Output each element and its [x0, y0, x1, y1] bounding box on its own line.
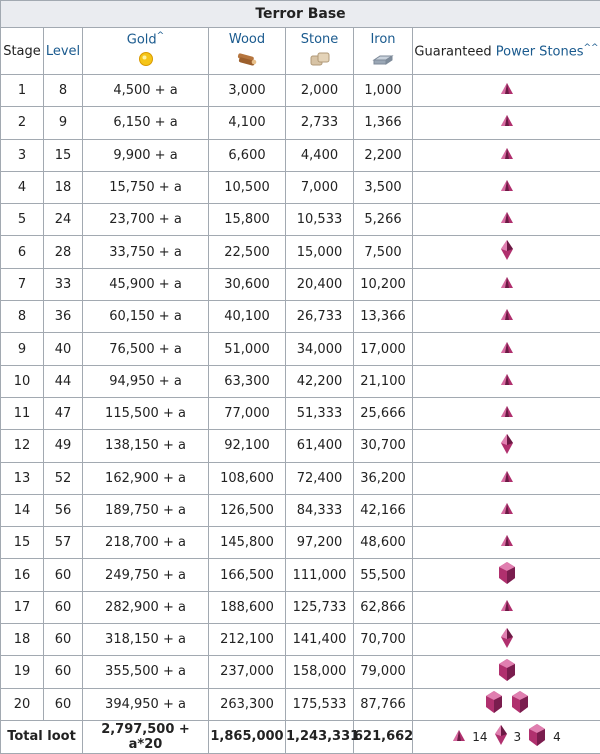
cell-stone: 26,733 [286, 301, 354, 333]
cell-wood: 63,300 [209, 365, 286, 397]
large-power-stone-icon [484, 690, 504, 718]
cell-wood: 6,600 [209, 139, 286, 171]
header-wood [209, 28, 286, 75]
total-wood: 1,865,000 [209, 720, 286, 753]
cell-power-stones [413, 333, 600, 365]
table-row [1, 397, 600, 429]
cell-level: 33 [44, 268, 83, 300]
cell-wood: 10,500 [209, 171, 286, 203]
cell-iron: 87,766 [354, 688, 413, 720]
table-row [1, 656, 600, 688]
cell-wood: 40,100 [209, 301, 286, 333]
cell-power-stones [413, 268, 600, 300]
header-stones-prefix: Guaranteed [414, 44, 491, 59]
cell-wood: 51,000 [209, 333, 286, 365]
cell-gold: 162,900 + a [83, 462, 209, 494]
small-power-stone-icon [500, 147, 514, 164]
cell-iron: 17,000 [354, 333, 413, 365]
header-level-link[interactable]: Level [44, 28, 83, 75]
cell-gold: 318,150 + a [83, 624, 209, 656]
medium-power-stone-icon [500, 627, 514, 653]
header-power-stones-link[interactable]: Power Stones [496, 44, 584, 59]
cell-level: 15 [44, 139, 83, 171]
gold-footnote-marker[interactable]: ^ [157, 31, 165, 41]
stone-blocks-icon [309, 51, 331, 71]
large-power-stone-icon [510, 690, 530, 718]
cell-level: 47 [44, 397, 83, 429]
cell-power-stones [413, 75, 600, 107]
header-stone [286, 28, 354, 75]
cell-stone: 61,400 [286, 430, 354, 462]
cell-level: 28 [44, 236, 83, 268]
cell-level: 60 [44, 591, 83, 623]
cell-stone: 158,000 [286, 656, 354, 688]
cell-iron: 36,200 [354, 462, 413, 494]
cell-gold: 23,700 + a [83, 204, 209, 236]
small-power-stone-icon [500, 534, 514, 551]
cell-power-stones [413, 527, 600, 559]
cell-stone: 125,733 [286, 591, 354, 623]
cell-iron: 62,866 [354, 591, 413, 623]
small-power-stone-icon [500, 276, 514, 293]
cell-power-stones [413, 204, 600, 236]
cell-power-stones [413, 494, 600, 526]
total-medium-stones-count: 3 [514, 730, 522, 744]
cell-wood: 108,600 [209, 462, 286, 494]
cell-iron: 42,166 [354, 494, 413, 526]
table-row [1, 624, 600, 656]
cell-power-stones [413, 656, 600, 688]
cell-gold: 189,750 + a [83, 494, 209, 526]
table-row [1, 591, 600, 623]
table-row [1, 559, 600, 591]
cell-level: 44 [44, 365, 83, 397]
cell-iron: 5,266 [354, 204, 413, 236]
cell-stone: 10,533 [286, 204, 354, 236]
header-stone-link[interactable]: Stone [301, 32, 339, 47]
cell-stone: 2,000 [286, 75, 354, 107]
cell-power-stones [413, 397, 600, 429]
cell-power-stones [413, 365, 600, 397]
cell-stage: 3 [1, 139, 44, 171]
cell-wood: 166,500 [209, 559, 286, 591]
table-body [1, 75, 600, 721]
cell-iron: 13,366 [354, 301, 413, 333]
cell-gold: 6,150 + a [83, 107, 209, 139]
cell-iron: 10,200 [354, 268, 413, 300]
large-power-stone-icon [497, 658, 517, 686]
cell-iron: 79,000 [354, 656, 413, 688]
cell-stone: 42,200 [286, 365, 354, 397]
cell-stone: 2,733 [286, 107, 354, 139]
cell-gold: 4,500 + a [83, 75, 209, 107]
cell-iron: 25,666 [354, 397, 413, 429]
cell-stage: 7 [1, 268, 44, 300]
cell-gold: 115,500 + a [83, 397, 209, 429]
cell-stage: 20 [1, 688, 44, 720]
cell-level: 56 [44, 494, 83, 526]
total-power-stones [413, 720, 600, 753]
wood-logs-icon [236, 51, 258, 71]
cell-gold: 249,750 + a [83, 559, 209, 591]
table-row [1, 527, 600, 559]
cell-iron: 55,500 [354, 559, 413, 591]
table-row [1, 494, 600, 526]
cell-level: 36 [44, 301, 83, 333]
table-row [1, 462, 600, 494]
small-power-stone-icon [500, 211, 514, 228]
cell-power-stones [413, 236, 600, 268]
header-iron [354, 28, 413, 75]
cell-level: 60 [44, 688, 83, 720]
table-row [1, 236, 600, 268]
cell-stone: 20,400 [286, 268, 354, 300]
cell-level: 60 [44, 656, 83, 688]
table-row [1, 688, 600, 720]
cell-stone: 175,533 [286, 688, 354, 720]
cell-stone: 15,000 [286, 236, 354, 268]
cell-gold: 33,750 + a [83, 236, 209, 268]
header-iron-link[interactable]: Iron [370, 32, 395, 47]
cell-gold: 218,700 + a [83, 527, 209, 559]
table-row [1, 430, 600, 462]
cell-stage: 15 [1, 527, 44, 559]
gold-coin-icon [138, 51, 154, 71]
medium-power-stone-icon [494, 724, 508, 749]
table-row [1, 268, 600, 300]
cell-stage: 11 [1, 397, 44, 429]
cell-level: 9 [44, 107, 83, 139]
cell-stage: 8 [1, 301, 44, 333]
cell-iron: 1,366 [354, 107, 413, 139]
cell-stone: 111,000 [286, 559, 354, 591]
cell-gold: 138,150 + a [83, 430, 209, 462]
cell-iron: 30,700 [354, 430, 413, 462]
total-stone: 1,243,331 [286, 720, 354, 753]
cell-wood: 3,000 [209, 75, 286, 107]
cell-wood: 126,500 [209, 494, 286, 526]
cell-gold: 282,900 + a [83, 591, 209, 623]
cell-stage: 19 [1, 656, 44, 688]
cell-stage: 13 [1, 462, 44, 494]
cell-level: 57 [44, 527, 83, 559]
table-row [1, 75, 600, 107]
iron-bars-icon [372, 51, 394, 71]
cell-wood: 145,800 [209, 527, 286, 559]
cell-level: 24 [44, 204, 83, 236]
table-row [1, 301, 600, 333]
small-power-stone-icon [500, 341, 514, 358]
small-power-stone-icon [452, 729, 466, 745]
cell-power-stones [413, 559, 600, 591]
cell-gold: 45,900 + a [83, 268, 209, 300]
table-row [1, 139, 600, 171]
cell-stone: 84,333 [286, 494, 354, 526]
cell-wood: 263,300 [209, 688, 286, 720]
header-wood-link[interactable]: Wood [229, 32, 265, 47]
cell-iron: 1,000 [354, 75, 413, 107]
cell-power-stones [413, 107, 600, 139]
header-gold [83, 28, 209, 75]
cell-stone: 7,000 [286, 171, 354, 203]
cell-stage: 18 [1, 624, 44, 656]
medium-power-stone-icon [500, 239, 514, 265]
small-power-stone-icon [500, 599, 514, 616]
cell-wood: 92,100 [209, 430, 286, 462]
cell-level: 49 [44, 430, 83, 462]
header-gold-link[interactable]: Gold [127, 32, 157, 47]
small-power-stone-icon [500, 405, 514, 422]
cell-wood: 15,800 [209, 204, 286, 236]
cell-stage: 2 [1, 107, 44, 139]
total-label: Total loot [1, 720, 83, 753]
cell-gold: 94,950 + a [83, 365, 209, 397]
cell-stone: 97,200 [286, 527, 354, 559]
cell-stone: 141,400 [286, 624, 354, 656]
header-power-stones [413, 28, 600, 75]
table-row [1, 204, 600, 236]
small-power-stone-icon [500, 82, 514, 99]
cell-power-stones [413, 688, 600, 720]
cell-level: 18 [44, 171, 83, 203]
cell-gold: 15,750 + a [83, 171, 209, 203]
cell-power-stones [413, 171, 600, 203]
cell-iron: 21,100 [354, 365, 413, 397]
cell-level: 40 [44, 333, 83, 365]
cell-gold: 355,500 + a [83, 656, 209, 688]
table-row [1, 107, 600, 139]
table-row [1, 171, 600, 203]
cell-power-stones [413, 430, 600, 462]
small-power-stone-icon [500, 308, 514, 325]
total-gold: 2,797,500 + a*20 [83, 720, 209, 753]
cell-level: 60 [44, 559, 83, 591]
cell-wood: 188,600 [209, 591, 286, 623]
total-iron: 621,662 [354, 720, 413, 753]
cell-wood: 212,100 [209, 624, 286, 656]
cell-level: 60 [44, 624, 83, 656]
table-row [1, 365, 600, 397]
cell-level: 8 [44, 75, 83, 107]
cell-wood: 237,000 [209, 656, 286, 688]
cell-stage: 17 [1, 591, 44, 623]
cell-power-stones [413, 462, 600, 494]
cell-power-stones [413, 624, 600, 656]
cell-stage: 12 [1, 430, 44, 462]
small-power-stone-icon [500, 114, 514, 131]
cell-gold: 60,150 + a [83, 301, 209, 333]
cell-stage: 4 [1, 171, 44, 203]
cell-iron: 70,700 [354, 624, 413, 656]
medium-power-stone-icon [500, 433, 514, 459]
cell-stone: 51,333 [286, 397, 354, 429]
cell-iron: 3,500 [354, 171, 413, 203]
cell-iron: 7,500 [354, 236, 413, 268]
cell-iron: 48,600 [354, 527, 413, 559]
cell-stage: 6 [1, 236, 44, 268]
total-loot-row [1, 720, 600, 753]
cell-stone: 34,000 [286, 333, 354, 365]
cell-power-stones [413, 301, 600, 333]
cell-power-stones [413, 591, 600, 623]
small-power-stone-icon [500, 373, 514, 390]
cell-wood: 4,100 [209, 107, 286, 139]
cell-wood: 77,000 [209, 397, 286, 429]
cell-stage: 1 [1, 75, 44, 107]
total-large-stones-count: 4 [553, 730, 561, 744]
cell-gold: 76,500 + a [83, 333, 209, 365]
header-stage: Stage [1, 28, 44, 75]
cell-gold: 9,900 + a [83, 139, 209, 171]
cell-stage: 5 [1, 204, 44, 236]
cell-stone: 4,400 [286, 139, 354, 171]
table-title: Terror Base [1, 1, 600, 28]
table-row [1, 333, 600, 365]
cell-wood: 30,600 [209, 268, 286, 300]
cell-wood: 22,500 [209, 236, 286, 268]
small-power-stone-icon [500, 179, 514, 196]
large-power-stone-icon [527, 723, 547, 750]
cell-power-stones [413, 139, 600, 171]
cell-iron: 2,200 [354, 139, 413, 171]
cell-stage: 10 [1, 365, 44, 397]
cell-stage: 16 [1, 559, 44, 591]
stones-footnote-marker[interactable]: ^^ [584, 43, 599, 53]
cell-stage: 14 [1, 494, 44, 526]
large-power-stone-icon [497, 561, 517, 589]
cell-level: 52 [44, 462, 83, 494]
cell-stage: 9 [1, 333, 44, 365]
total-small-stones-count: 14 [472, 730, 487, 744]
cell-gold: 394,950 + a [83, 688, 209, 720]
small-power-stone-icon [500, 502, 514, 519]
cell-stone: 72,400 [286, 462, 354, 494]
small-power-stone-icon [500, 470, 514, 487]
